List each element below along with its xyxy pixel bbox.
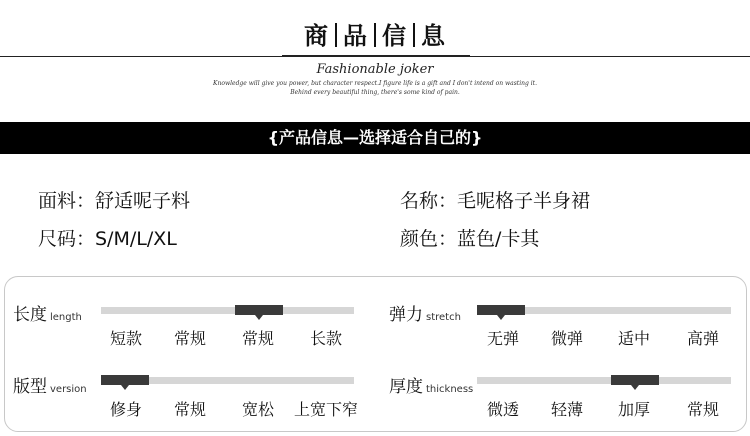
tagline-line-2: Behind every beautiful thing, there's some kind of pain.	[290, 89, 460, 96]
title-char: 信	[382, 22, 407, 50]
length-label	[13, 300, 82, 325]
title-char: 息	[421, 22, 446, 50]
fit-option: 上宽下窄	[293, 400, 358, 419]
stretch-label	[389, 300, 461, 325]
fit-scale-marker	[101, 375, 149, 385]
page-title	[0, 16, 750, 51]
fit-label-cn: 版型	[13, 377, 47, 397]
thickness-option: 加厚	[617, 400, 650, 419]
fit-label-en: version	[50, 384, 87, 395]
title-char: 品	[343, 22, 368, 50]
length-label-cn: 长度	[13, 305, 47, 325]
thickness-label-cn: 厚度	[389, 377, 423, 397]
stretch-option: 高弹	[686, 329, 719, 348]
length-scale-marker	[235, 305, 283, 315]
stretch-option: 微弹	[550, 329, 583, 348]
title-rule-right	[470, 56, 750, 57]
title-rule-left	[0, 56, 282, 57]
product-name-info: 名称：毛呢格子半身裙	[400, 190, 591, 212]
fit-option: 修身	[109, 400, 142, 419]
title-block	[0, 0, 750, 58]
thickness-option: 轻薄	[550, 400, 583, 419]
length-option: 短款	[109, 329, 142, 348]
length-option: 长款	[309, 329, 342, 348]
size-info: 尺码：S/M/L/XL	[38, 228, 177, 250]
stretch-scale-marker	[477, 305, 525, 315]
title-divider	[335, 23, 337, 47]
subtitle: Fashionable joker	[316, 62, 434, 77]
stretch-label-cn: 弹力	[389, 305, 423, 325]
title-divider	[413, 23, 415, 47]
section-banner: {产品信息—选择适合自己的}	[0, 122, 750, 154]
title-char: 商	[304, 22, 329, 50]
fit-option: 常规	[173, 400, 206, 419]
thickness-label-en: thickness	[426, 384, 474, 395]
title-divider	[374, 23, 376, 47]
thickness-scale-track	[477, 377, 731, 384]
fit-option: 宽松	[241, 400, 274, 419]
color-info: 颜色：蓝色/卡其	[400, 228, 540, 250]
tagline-line-1: Knowledge will give you power, but character respect.I figure life is a gift and I don't intend on wasting it.	[213, 80, 537, 87]
length-option: 常规	[241, 329, 274, 348]
thickness-option: 常规	[686, 400, 719, 419]
title-rule-center	[282, 55, 470, 57]
length-scale-track	[101, 307, 354, 314]
fabric-info: 面料：舒适呢子料	[38, 190, 191, 212]
length-label-en: length	[50, 312, 82, 323]
thickness-scale-marker	[611, 375, 659, 385]
thickness-label	[389, 372, 473, 397]
stretch-option: 适中	[617, 329, 650, 348]
thickness-option: 微透	[486, 400, 519, 419]
length-option: 常规	[173, 329, 206, 348]
stretch-option: 无弹	[486, 329, 519, 348]
fit-label	[13, 372, 87, 397]
stretch-label-en: stretch	[426, 312, 461, 323]
